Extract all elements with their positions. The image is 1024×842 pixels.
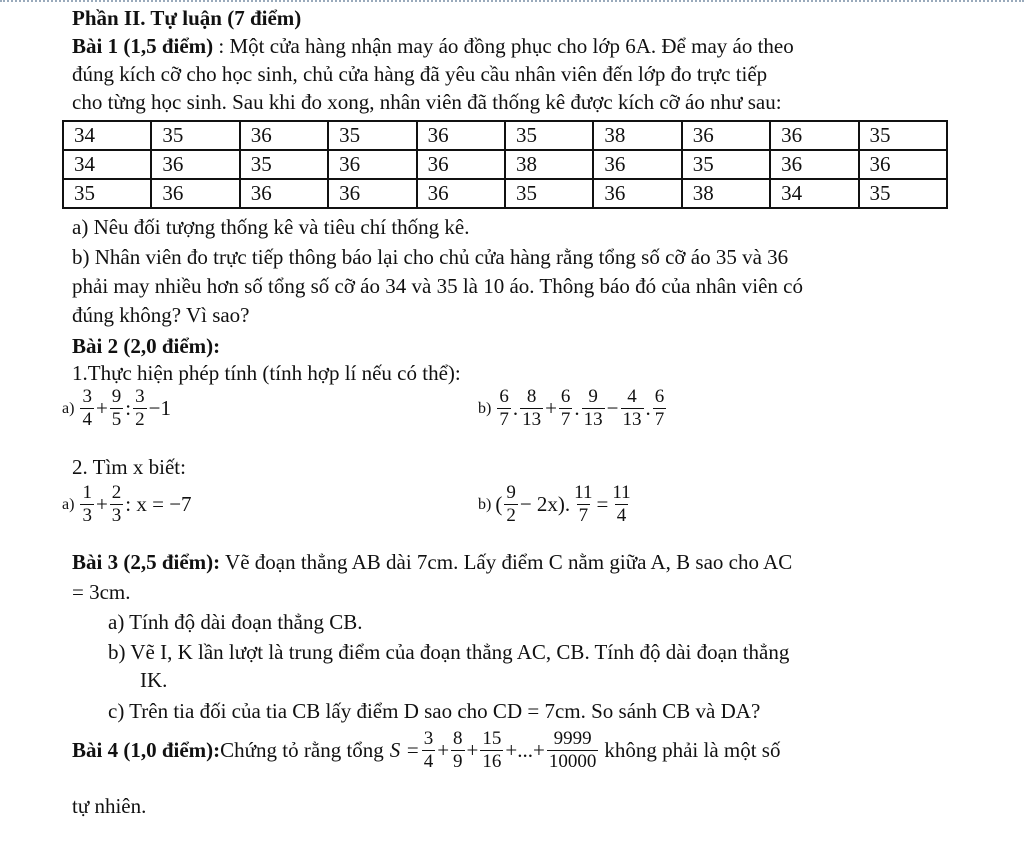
denominator: 13 <box>522 409 542 430</box>
operator: − <box>606 396 619 420</box>
table-cell: 34 <box>770 179 858 208</box>
operator: . <box>574 396 580 420</box>
operator: = <box>596 492 609 516</box>
fraction <box>480 728 503 773</box>
operator: : <box>125 396 132 420</box>
part-title: Phần II. Tự luận (7 điểm) <box>72 6 302 30</box>
table-cell: 36 <box>859 150 947 179</box>
fraction <box>653 386 667 431</box>
fraction <box>621 386 644 431</box>
fraction <box>559 386 573 431</box>
table-cell: 35 <box>240 150 328 179</box>
bai4-text: Chứng tỏ rằng tổng <box>220 738 384 762</box>
numerator: 4 <box>627 386 637 407</box>
paren: ( <box>495 492 503 516</box>
denominator: 16 <box>482 751 502 772</box>
bai1-question-b-line3: đúng không? Vì sao? <box>72 303 250 327</box>
bai1-text: : Một cửa hàng nhận may áo đồng phục cho lớp 6A. Để may áo theo <box>213 34 794 58</box>
bai1-line2: đúng kích cỡ cho học sinh, chủ cửa hàng đã yêu cầu nhân viên đến lớp đo trực tiếp <box>72 62 768 86</box>
numerator: 3 <box>135 386 145 407</box>
table-cell: 38 <box>505 150 593 179</box>
table-cell: 35 <box>328 121 416 150</box>
table-cell: 36 <box>770 150 858 179</box>
denominator: 7 <box>560 409 571 430</box>
table-cell: 38 <box>593 121 681 150</box>
table-cell: 36 <box>151 179 239 208</box>
table-cell: 36 <box>151 150 239 179</box>
bai3-line1 <box>72 550 792 574</box>
table-cell: 36 <box>328 150 416 179</box>
table-cell: 35 <box>505 179 593 208</box>
denominator: 13 <box>622 409 642 430</box>
table-cell: 36 <box>240 179 328 208</box>
numerator: 9999 <box>553 728 592 749</box>
fraction <box>610 482 632 527</box>
bai3-question-b-line1: b) Vẽ I, K lần lượt là trung điểm của đoạn thẳng AC, CB. Tính độ dài đoạn thẳng <box>108 640 790 664</box>
denominator: 4 <box>616 505 627 526</box>
bai2-sub2: 2. Tìm x biết: <box>72 455 186 479</box>
numerator: 3 <box>82 386 92 407</box>
bai1-line3: cho từng học sinh. Sau khi đo xong, nhân viên đã thống kê được kích cỡ áo như sau: <box>72 90 782 114</box>
operator: . <box>512 396 519 420</box>
bai1-heading: Bài 1 (1,5 điểm) <box>72 34 214 58</box>
ellipsis: +...+ <box>505 738 545 762</box>
bai1-question-a: a) Nêu đối tượng thống kê và tiêu chí thống kê. <box>72 215 470 239</box>
numerator: 9 <box>588 386 598 407</box>
table-row <box>63 150 947 179</box>
fraction <box>547 728 599 773</box>
table-cell: 34 <box>63 121 151 150</box>
numerator: 2 <box>111 482 122 503</box>
table-cell: 36 <box>682 121 770 150</box>
denominator: 10000 <box>548 751 597 772</box>
numerator: 6 <box>499 386 509 407</box>
table-cell: 36 <box>417 150 505 179</box>
label-a: a) <box>62 399 75 417</box>
operator: + <box>95 492 108 516</box>
size-table <box>62 120 948 209</box>
table-cell: 35 <box>859 179 947 208</box>
denominator: 5 <box>111 409 122 430</box>
bai4-heading: Bài 4 (1,0 điểm): <box>72 738 221 762</box>
fraction <box>80 386 94 431</box>
table-cell: 36 <box>328 179 416 208</box>
operator: + <box>466 738 479 762</box>
operator: + <box>545 396 557 420</box>
fraction <box>504 482 518 527</box>
denominator: 2 <box>506 505 516 526</box>
table-cell: 35 <box>505 121 593 150</box>
fraction <box>582 386 605 431</box>
label-b: b) <box>478 399 492 417</box>
label-b: b) <box>478 495 492 513</box>
operator: . <box>645 396 651 420</box>
denominator: 7 <box>578 505 589 526</box>
denominator: 3 <box>111 505 122 526</box>
table-cell: 36 <box>240 121 328 150</box>
table-row <box>63 121 947 150</box>
numerator: 3 <box>423 728 434 749</box>
numerator: 8 <box>526 386 537 407</box>
bai1-question-b-line1: b) Nhân viên đo trực tiếp thông báo lại cho chủ cửa hàng rằng tổng số cỡ áo 35 và 36 <box>72 245 789 269</box>
table-row <box>63 179 947 208</box>
table-cell: 35 <box>682 150 770 179</box>
numerator: 9 <box>111 386 122 407</box>
fraction <box>422 728 436 773</box>
numerator: 8 <box>453 728 463 749</box>
denominator: 9 <box>453 751 463 772</box>
expr-2a <box>62 482 192 527</box>
expr-mid: − 2x). <box>519 492 571 516</box>
fraction <box>80 482 94 527</box>
bai3-line2: = 3cm. <box>72 580 131 604</box>
table-cell: 34 <box>63 150 151 179</box>
numerator: 11 <box>612 482 631 503</box>
denominator: 4 <box>423 751 434 772</box>
denominator: 2 <box>135 409 145 430</box>
bai1-line1 <box>72 34 794 58</box>
expr-tail: −1 <box>148 396 171 420</box>
fraction <box>572 482 594 527</box>
sum-symbol: S = <box>389 738 420 762</box>
numerator: 6 <box>560 386 571 407</box>
table-cell: 35 <box>151 121 239 150</box>
expr-2b <box>478 482 635 527</box>
table-cell: 35 <box>859 121 947 150</box>
table-cell: 36 <box>593 179 681 208</box>
denominator: 7 <box>654 409 665 430</box>
bai3-question-b-line2: IK. <box>140 668 168 692</box>
denominator: 3 <box>82 505 92 526</box>
table-cell: 36 <box>593 150 681 179</box>
numerator: 11 <box>574 482 593 503</box>
bai1-question-b-line2: phải may nhiều hơn số tổng số cỡ áo 34 và 35 là 10 áo. Thông báo đó của nhân viên có <box>72 274 804 298</box>
bai2-heading: Bài 2 (2,0 điểm): <box>72 334 221 358</box>
operator: + <box>437 738 450 762</box>
bai4-line1 <box>72 728 780 773</box>
label-a: a) <box>62 495 75 513</box>
numerator: 1 <box>82 482 92 503</box>
table-cell: 38 <box>682 179 770 208</box>
expr-tail: : x = −7 <box>125 492 192 516</box>
denominator: 7 <box>499 409 509 430</box>
table-cell: 36 <box>417 179 505 208</box>
denominator: 13 <box>583 409 603 430</box>
fraction <box>133 386 147 431</box>
table-cell: 36 <box>417 121 505 150</box>
bai3-text: Vẽ đoạn thẳng AB dài 7cm. Lấy điểm C nằm giữa A, B sao cho AC <box>220 550 793 574</box>
fraction <box>110 482 124 527</box>
fraction <box>451 728 465 773</box>
operator: + <box>95 396 108 420</box>
bai4-line2: tự nhiên. <box>72 794 147 818</box>
numerator: 9 <box>506 482 516 503</box>
bai3-heading: Bài 3 (2,5 điểm): <box>72 550 221 574</box>
fraction <box>497 386 511 431</box>
numerator: 15 <box>482 728 502 749</box>
expr-1a <box>62 386 171 431</box>
fraction <box>520 386 543 431</box>
table-cell: 36 <box>770 121 858 150</box>
expr-1b <box>478 386 668 431</box>
table-cell: 35 <box>63 179 151 208</box>
denominator: 4 <box>82 409 92 430</box>
fraction <box>110 386 124 431</box>
bai3-question-c: c) Trên tia đối của tia CB lấy điểm D sao cho CD = 7cm. So sánh CB và DA? <box>108 699 761 723</box>
numerator: 6 <box>654 386 665 407</box>
bai3-question-a: a) Tính độ dài đoạn thẳng CB. <box>108 610 363 634</box>
bai4-text-end: không phải là một số <box>604 738 781 762</box>
bai2-sub1: 1.Thực hiện phép tính (tính hợp lí nếu có thể): <box>72 361 461 385</box>
